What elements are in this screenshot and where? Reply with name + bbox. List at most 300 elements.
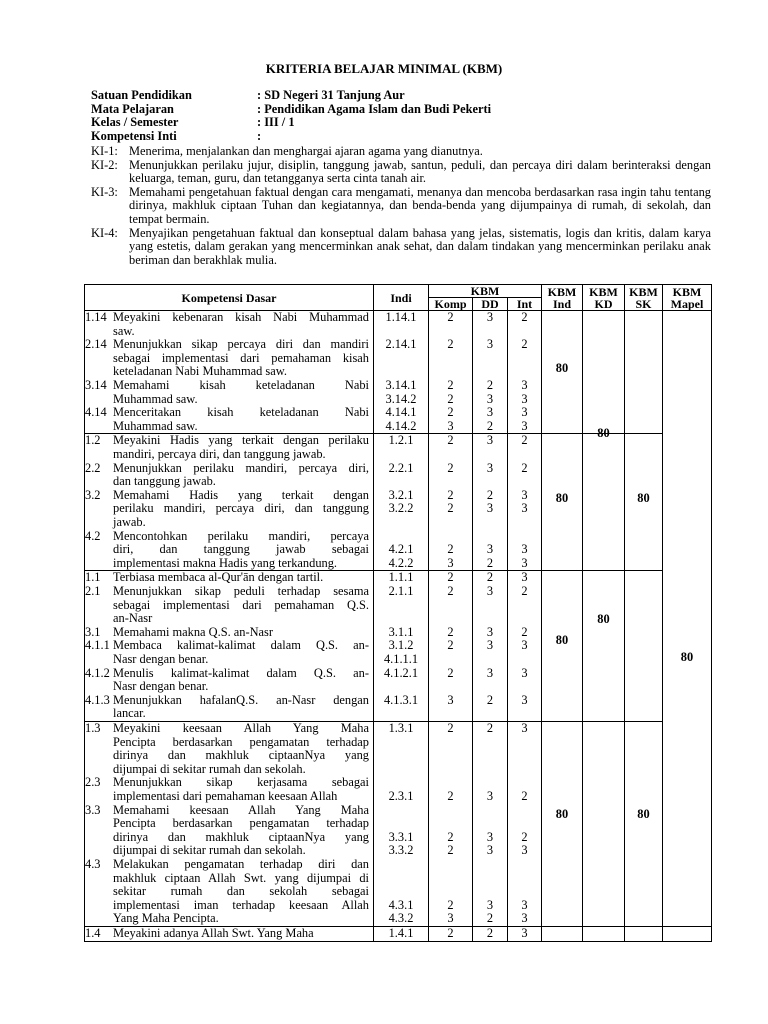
score-value: 2 <box>447 337 454 352</box>
kbm-ind-value: 80 <box>555 806 569 821</box>
indicator-code <box>374 680 428 694</box>
kd-code: 3.1 <box>85 624 101 639</box>
kd-text-line: dirinya dan makhluk ciptaanNya yang <box>113 748 369 763</box>
score-value: 3 <box>486 897 494 912</box>
score-value <box>473 680 507 694</box>
ki-text: Menyajikan pengetahuan faktual dan konseptual dalam bahasa yang jelas, sistematis, logis dan kritis, dalam karya yang estetis, dalam gerakan yang mencerminkan anak sehat, dan dalam tindakan yang mencerminkan perilaku anak beriman dan berakhlak mulia. <box>129 225 711 267</box>
score-value <box>429 804 472 818</box>
score-value <box>508 448 541 462</box>
score-value <box>473 763 507 777</box>
score-value: 2 <box>447 377 454 392</box>
kd-text-line: dijumpai di sekitar rumah dan sekolah. <box>113 843 306 858</box>
kd-item <box>85 585 373 626</box>
dd-cell <box>473 311 508 434</box>
score-value: 3 <box>447 418 454 433</box>
indicator-code <box>374 448 428 462</box>
score-value: 3 <box>486 624 494 639</box>
dd-cell <box>473 926 508 941</box>
score-value: 3 <box>521 391 528 406</box>
indicator-code: 4.1.3.1 <box>383 692 419 707</box>
kd-code: 4.1.2 <box>85 665 110 680</box>
identity-block <box>91 89 491 144</box>
table-row <box>85 721 712 926</box>
score-value: 2 <box>447 542 454 557</box>
score-value: 3 <box>486 638 494 653</box>
indicator-code: 4.1.1.1 <box>383 651 419 666</box>
score-value: 3 <box>447 911 454 926</box>
kd-text-line: Yang Maha Pencipta. <box>113 911 219 926</box>
kd-text-line: Menunjukkan sikap kerjasama sebagai <box>113 775 369 790</box>
score-value: 3 <box>521 925 528 940</box>
score-value: 3 <box>521 897 528 912</box>
score-value: 3 <box>521 570 528 585</box>
indicator-code <box>374 612 428 626</box>
kompetensi-dasar-cell <box>85 571 374 722</box>
kd-item <box>85 639 373 666</box>
kd-code: 4.1.1 <box>85 638 110 653</box>
table-row <box>85 571 712 722</box>
score-value: 2 <box>447 487 454 502</box>
score-value <box>429 653 472 667</box>
indicator-code: 1.2.1 <box>388 433 414 448</box>
ki-code: KI-4: <box>91 225 118 240</box>
kd-text <box>113 776 373 803</box>
score-value <box>429 516 472 530</box>
kd-text <box>113 667 373 694</box>
header-line: KBM <box>672 284 702 299</box>
score-value <box>473 448 507 462</box>
kd-text-line: Memahami makna Q.S. an-Nasr <box>113 624 274 639</box>
score-value <box>508 530 541 544</box>
score-value: 3 <box>521 911 528 926</box>
score-value: 3 <box>521 843 528 858</box>
table-row <box>85 434 712 571</box>
score-value: 3 <box>486 829 494 844</box>
score-value: 3 <box>486 391 494 406</box>
header-komp: Komp <box>429 298 473 311</box>
indicator-code <box>374 804 428 818</box>
header-line: KBM <box>547 284 577 299</box>
score-value <box>429 325 472 339</box>
kbm-ind-value: 80 <box>555 361 569 376</box>
score-value <box>508 736 541 750</box>
dd-cell <box>473 721 508 926</box>
score-value: 2 <box>486 555 494 570</box>
kd-text-line: Meyakini kebenaran kisah Nabi Muhammad <box>113 310 369 324</box>
indicator-cell <box>374 434 429 571</box>
score-value: 3 <box>521 638 528 653</box>
ki-item <box>91 145 711 159</box>
kd-text-line: sekitar rumah dan sekolah sebagai <box>113 884 369 899</box>
kd-text-line: keteladanan Nabi Muhammad saw. <box>113 364 287 379</box>
header-line: SK <box>635 296 652 311</box>
kd-code: 4.3 <box>85 856 101 871</box>
kd-text <box>113 406 373 433</box>
indicator-code: 4.14.1 <box>385 405 417 420</box>
score-value: 2 <box>486 570 494 585</box>
kd-item <box>85 722 373 776</box>
kd-text-line: dirinya dan makhluk ciptaanNya yang <box>113 829 369 844</box>
ki-text: Memahami pengetahuan faktual dengan cara mengamati, menanya dan mencoba berdasarkan rasa ingin tahu tentang dirinya, makhluk ciptaan Tuhan dan kegiatannya, dan benda-benda yang dijumpainya di rumah, di sekolah, dan tempat bermain. <box>129 184 711 226</box>
kd-text <box>113 571 373 585</box>
indicator-code <box>374 325 428 339</box>
score-value: 2 <box>447 665 454 680</box>
score-value <box>473 599 507 613</box>
kd-text-line: Menunjukkan sikap peduli terhadap sesama <box>113 583 369 598</box>
kd-item <box>85 804 373 858</box>
indicator-code <box>374 530 428 544</box>
kd-code: 2.1 <box>85 583 101 598</box>
kd-code: 3.3 <box>85 802 101 817</box>
int-cell <box>508 571 542 722</box>
ki-code: KI-1: <box>91 144 118 158</box>
score-value <box>473 516 507 530</box>
kd-item <box>85 311 373 338</box>
kbm-kd-value: 80 <box>597 426 610 441</box>
kd-text-line: Nasr dengan benar. <box>113 679 209 694</box>
kd-item <box>85 462 373 489</box>
kd-item <box>85 694 373 721</box>
kbm-sk-value: 80 <box>637 806 650 821</box>
score-value: 2 <box>447 583 454 598</box>
indicator-code <box>374 817 428 831</box>
kd-text <box>113 311 373 338</box>
info-value: : Pendidikan Agama Islam dan Budi Pekerti <box>257 101 492 116</box>
header-kbm: KBM <box>429 285 542 298</box>
indicator-cell <box>374 311 429 434</box>
score-value <box>429 612 472 626</box>
score-value <box>429 736 472 750</box>
kbm-kd-value-cell <box>583 311 625 441</box>
score-value: 2 <box>486 692 494 707</box>
indicator-code <box>374 707 428 721</box>
score-value <box>429 707 472 721</box>
kbm-sk-value-cell <box>625 571 663 722</box>
int-cell <box>508 434 542 571</box>
score-value <box>508 653 541 667</box>
info-value: : <box>257 129 262 144</box>
kd-text <box>113 338 373 379</box>
score-value <box>508 776 541 790</box>
ki-item <box>91 159 711 186</box>
header-dd: DD <box>473 298 508 311</box>
komp-cell <box>429 926 473 941</box>
kd-text-line: Memahami Hadis yang terkait dengan <box>113 487 369 502</box>
kbm-ind-value-cell <box>542 311 583 434</box>
kd-text-line: implementasi makna Hadis yang terkandung. <box>113 555 338 570</box>
indicator-code: 3.14.2 <box>385 391 417 406</box>
kbm-kd-value-cell <box>583 721 625 926</box>
kd-text-line: sebagai implementasi dari pemahaman Q.S. <box>113 597 369 612</box>
kbm-table-body <box>85 311 712 942</box>
indicator-code: 3.1.2 <box>388 638 414 653</box>
kompetensi-dasar-cell <box>85 926 374 941</box>
score-value: 3 <box>486 542 494 557</box>
indicator-code: 4.1.2.1 <box>383 665 419 680</box>
dd-cell <box>473 434 508 571</box>
kbm-sk-value-cell <box>625 721 663 926</box>
kd-item <box>85 530 373 571</box>
komp-cell <box>429 571 473 722</box>
indicator-cell <box>374 721 429 926</box>
indicator-code: 3.2.1 <box>388 487 414 502</box>
header-kbm-kd <box>583 285 625 311</box>
kd-text-line: sebagai implementasi dari pemahaman kisah <box>113 350 369 365</box>
kd-code: 1.2 <box>85 433 101 448</box>
score-value <box>508 707 541 721</box>
score-value <box>473 749 507 763</box>
score-value: 2 <box>447 391 454 406</box>
score-value: 2 <box>486 418 494 433</box>
int-cell <box>508 721 542 926</box>
kbm-mapel-cell <box>663 926 712 941</box>
score-value: 2 <box>521 433 528 448</box>
kd-text <box>113 530 373 571</box>
info-row-kelas <box>91 116 491 130</box>
indicator-code: 2.14.1 <box>385 337 417 352</box>
kompetensi-dasar-cell <box>85 721 374 926</box>
kbm-table <box>84 284 712 942</box>
score-value <box>473 707 507 721</box>
info-value: : SD Negeri 31 Tanjung Aur <box>257 88 405 102</box>
score-value <box>508 325 541 339</box>
header-kompetensi-dasar: Kompetensi Dasar <box>85 285 374 311</box>
info-row-mapel <box>91 103 491 117</box>
score-value: 3 <box>486 788 494 803</box>
kd-item <box>85 776 373 803</box>
score-value <box>429 763 472 777</box>
score-value <box>429 776 472 790</box>
kd-text-line: saw. <box>113 323 135 338</box>
score-value <box>429 817 472 831</box>
score-value <box>473 352 507 366</box>
indicator-code: 4.3.1 <box>388 897 414 912</box>
kd-text-line: mandiri, percaya diri, dan tanggung jawab. <box>113 446 326 461</box>
kd-text <box>113 585 373 626</box>
score-value: 3 <box>486 337 494 352</box>
kd-text-line: Menunjukkan hafalanQ.S. an-Nasr dengan <box>113 692 369 707</box>
kbm-mapel-cell <box>663 311 712 927</box>
score-value <box>473 653 507 667</box>
score-value: 2 <box>447 624 454 639</box>
score-value: 2 <box>486 720 494 735</box>
kd-text-line: lancar. <box>113 706 146 721</box>
kbm-ind-value-cell <box>542 721 583 926</box>
score-value: 2 <box>447 897 454 912</box>
score-value <box>473 872 507 886</box>
kd-text-line: dijumpai di sekitar rumah dan sekolah. <box>113 761 306 776</box>
header-line: Mapel <box>670 296 704 311</box>
kd-text-line: Menunjukkan perilaku mandiri, percaya diri, <box>113 460 369 475</box>
kd-text <box>113 462 373 489</box>
kbm-ind-value: 80 <box>555 633 569 648</box>
score-value <box>473 776 507 790</box>
kd-item <box>85 667 373 694</box>
score-value <box>429 680 472 694</box>
score-value <box>429 475 472 489</box>
kd-text <box>113 639 373 666</box>
score-value: 2 <box>521 624 528 639</box>
indicator-code <box>374 365 428 379</box>
kompetensi-dasar-cell <box>85 434 374 571</box>
score-value: 3 <box>486 843 494 858</box>
ki-item <box>91 227 711 268</box>
indicator-code <box>374 475 428 489</box>
kd-item <box>85 927 373 941</box>
indicator-code: 2.1.1 <box>388 583 414 598</box>
score-value: 2 <box>447 570 454 585</box>
kd-text-line: Memahami keesaan Allah Yang Maha <box>113 802 369 817</box>
info-row-ki <box>91 130 491 144</box>
score-value <box>508 599 541 613</box>
header-line: KBM <box>629 284 658 299</box>
kd-text-line: Menulis kalimat-kalimat dalam Q.S. an- <box>113 665 369 680</box>
kbm-sk-value-cell <box>625 926 663 941</box>
indicator-code <box>374 352 428 366</box>
kbm-ind-value: 80 <box>555 490 569 505</box>
indicator-code: 3.14.1 <box>385 377 417 392</box>
header-kbm-mapel <box>663 285 712 311</box>
kd-text-line: Meyakini adanya Allah Swt. Yang Maha <box>113 925 314 940</box>
kd-item <box>85 379 373 406</box>
indicator-code: 4.14.2 <box>385 418 417 433</box>
info-row-satuan <box>91 89 491 103</box>
kd-text-line: implementasi iman terhadap keesaan Allah <box>113 897 369 912</box>
kd-text-line: Melakukan pengamatan terhadap diri dan <box>113 856 369 871</box>
indicator-code <box>374 749 428 763</box>
score-value <box>429 599 472 613</box>
kbm-sk-value-cell <box>625 434 663 571</box>
score-value <box>429 872 472 886</box>
indicator-code: 4.3.2 <box>388 911 414 926</box>
header-kbm-sk <box>625 285 663 311</box>
indicator-code: 3.3.1 <box>388 829 414 844</box>
score-value <box>473 817 507 831</box>
score-value: 2 <box>447 843 454 858</box>
score-value: 2 <box>521 337 528 352</box>
kd-text-line: Membaca kalimat-kalimat dalam Q.S. an- <box>113 638 369 653</box>
indicator-code: 3.2.2 <box>388 501 414 516</box>
score-value: 3 <box>521 418 528 433</box>
ki-text: Menerima, menjalankan dan menghargai ajaran agama yang dianutnya. <box>129 144 483 158</box>
page-title: KRITERIA BELAJAR MINIMAL (KBM) <box>265 61 503 76</box>
kd-code: 2.14 <box>85 337 107 352</box>
score-value <box>508 680 541 694</box>
score-value <box>508 352 541 366</box>
indicator-code <box>374 763 428 777</box>
kd-text-line: jawab. <box>113 514 146 529</box>
kd-text-line: Pencipta berdasarkan pengamatan terhadap <box>113 816 369 831</box>
indicator-code <box>374 776 428 790</box>
kbm-kd-value-cell <box>583 434 625 571</box>
score-value <box>473 804 507 818</box>
kd-code: 1.3 <box>85 720 101 735</box>
score-value: 2 <box>486 487 494 502</box>
kbm-ind-value-cell <box>542 571 583 722</box>
score-value <box>473 365 507 379</box>
score-value: 3 <box>521 501 528 516</box>
kd-text-line: perilaku mandiri, percaya diri, dan tanggung <box>113 501 369 516</box>
indicator-cell <box>374 926 429 941</box>
table-row <box>85 926 712 941</box>
kd-text-line: Nasr dengan benar. <box>113 651 209 666</box>
score-value <box>508 885 541 899</box>
score-value: 3 <box>521 692 528 707</box>
score-value: 2 <box>447 310 454 324</box>
score-value <box>508 749 541 763</box>
kd-text-line: Meyakini Hadis yang terkait dengan perilaku <box>113 433 369 448</box>
indicator-code: 4.2.1 <box>388 542 414 557</box>
kd-text <box>113 858 373 926</box>
score-value <box>473 325 507 339</box>
score-value: 3 <box>486 310 494 324</box>
score-value: 2 <box>521 788 528 803</box>
score-value <box>429 365 472 379</box>
score-value <box>508 612 541 626</box>
kd-text <box>113 804 373 858</box>
kd-text-line: Menunjukkan sikap percaya diri dan mandiri <box>113 337 369 352</box>
kbm-mapel-value: 80 <box>680 649 694 664</box>
kd-text <box>113 694 373 721</box>
info-label: Kompetensi Inti <box>91 129 177 144</box>
score-value <box>429 352 472 366</box>
kbm-ind-value-cell <box>542 926 583 941</box>
kd-text-line: Meyakini keesaan Allah Yang Maha <box>113 720 369 735</box>
ki-code: KI-3: <box>91 184 118 199</box>
kd-text-line: Mencontohkan perilaku mandiri, percaya <box>113 528 369 543</box>
score-value: 2 <box>486 925 494 940</box>
score-value: 2 <box>521 583 528 598</box>
score-value <box>473 530 507 544</box>
kd-code: 1.4 <box>85 925 101 940</box>
kd-text <box>113 927 373 941</box>
score-value: 3 <box>447 555 454 570</box>
header-kbm-ind <box>542 285 583 311</box>
score-value: 2 <box>521 829 528 844</box>
kd-item <box>85 858 373 926</box>
score-value <box>508 858 541 872</box>
indicator-code <box>374 516 428 530</box>
indicator-code: 3.1.1 <box>388 624 414 639</box>
indicator-code <box>374 858 428 872</box>
score-value <box>473 612 507 626</box>
indicator-code <box>374 885 428 899</box>
score-value: 2 <box>447 925 454 940</box>
kd-text <box>113 722 373 776</box>
kd-code: 4.2 <box>85 528 101 543</box>
indicator-code: 1.1.1 <box>388 570 414 585</box>
header-indikator: Indi <box>374 285 429 311</box>
score-value: 3 <box>447 692 454 707</box>
kd-text-line: Muhammad saw. <box>113 391 198 406</box>
kd-text-line: an-Nasr <box>113 611 153 626</box>
score-value <box>508 804 541 818</box>
kbm-sk-value-cell <box>625 311 663 434</box>
score-value: 2 <box>447 638 454 653</box>
int-cell <box>508 926 542 941</box>
kd-code: 3.14 <box>85 377 107 392</box>
komp-cell <box>429 434 473 571</box>
kd-text <box>113 379 373 406</box>
kd-item <box>85 571 373 585</box>
komp-cell <box>429 311 473 434</box>
score-value: 2 <box>447 433 454 448</box>
score-value <box>429 530 472 544</box>
kd-text <box>113 626 373 640</box>
score-value: 3 <box>521 555 528 570</box>
score-value: 3 <box>486 405 494 420</box>
indicator-code: 2.3.1 <box>388 788 414 803</box>
